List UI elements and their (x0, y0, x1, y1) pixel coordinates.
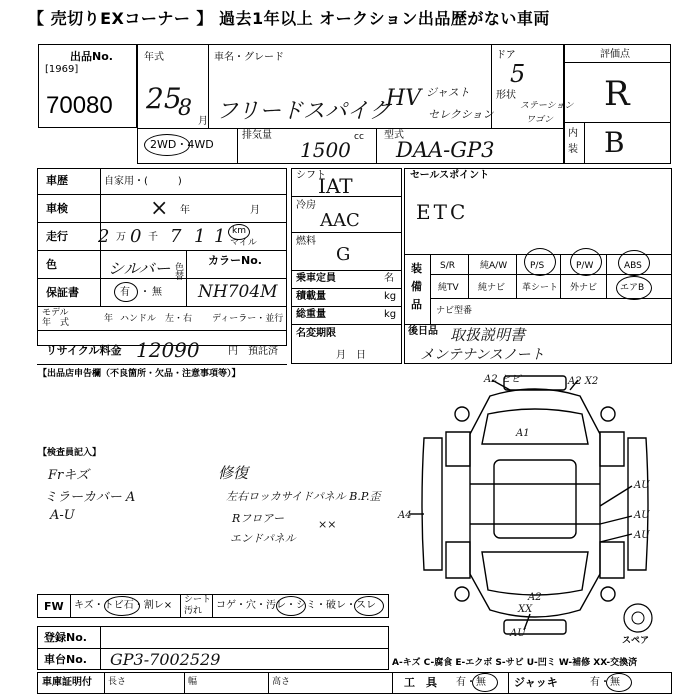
warranty-dot: ・ (140, 287, 150, 298)
notes-label: 【出品店申告欄（不良箇所・欠品・注意事項等）】 (38, 369, 241, 379)
recycle-label: リサイクル料金 (46, 344, 122, 357)
model-value: DAA-GP3 (396, 138, 495, 162)
tools-circle (472, 673, 498, 692)
inspector-label: 【検査員記入】 (38, 448, 102, 458)
interior-label-b: 装 (568, 144, 578, 155)
reg-label: 登録No. (44, 631, 87, 644)
inspector-xx: ×× (318, 518, 337, 531)
warranty-no: 無 (152, 287, 162, 298)
month-suffix: 月 (198, 116, 208, 127)
diag-a1: A1 (516, 428, 530, 439)
sales-label: セールスポイント (410, 170, 490, 181)
model-label: 型式 (384, 130, 404, 141)
grade-main: HV (386, 86, 422, 111)
name-label: 車名・グレード (214, 52, 284, 63)
fw-seat-a: シート (184, 595, 212, 605)
sales-value: ETC (416, 200, 469, 224)
grade-a: ジャスト (426, 86, 470, 99)
shape-a: ステーション (520, 101, 574, 111)
diag-a4: A4 (398, 510, 412, 521)
displacement-label: 排気量 (242, 130, 272, 141)
change-unit: 月 日 (336, 350, 366, 361)
inspector-right-title: 修復 (218, 464, 249, 482)
pw-circle (570, 248, 602, 276)
capacity-label: 乗車定員 (296, 273, 336, 284)
fw-items: キズ・トビ石・割レ× (74, 600, 173, 611)
mile-label: マイル (230, 238, 257, 248)
inspector-right-0: 左右ロッカサイドパネル B.P.歪 (226, 490, 381, 503)
score-value: R (604, 74, 630, 114)
diag-a2-right: A2 X2 (568, 376, 599, 387)
history-value: 自家用・( ) (104, 176, 182, 187)
history-label: 車歴 (46, 174, 68, 187)
fw-circle (104, 596, 140, 616)
recycle-value: 12090 (136, 338, 200, 362)
airbag-circle (616, 276, 652, 300)
drive-label: 2WD・4WD (150, 138, 214, 151)
jack-circle (606, 673, 632, 692)
lot-label: 出品No. (70, 50, 113, 63)
equip-navi: 純ナビ (478, 283, 506, 293)
inspector-left-1: ミラーカバー A (44, 490, 136, 505)
door-label: ドア (496, 50, 516, 61)
color-label: 色 (46, 258, 57, 271)
weight-label: 総重量 (296, 309, 326, 320)
diag-au1: AU (634, 480, 650, 491)
legend-text: A-キズ C-腐食 E-エクボ S-サビ U-凹ミ W-補修 XX-交換済 (392, 658, 638, 668)
ac-label: 冷房 (296, 200, 316, 211)
cert-width: 幅 (188, 677, 198, 687)
load-label: 積載量 (296, 291, 326, 302)
year-label: 年式 (144, 52, 164, 63)
inspection-month: 月 (250, 205, 260, 216)
fw-circle-3 (354, 596, 384, 616)
diag-a2-front: A2 ヒビ (484, 374, 521, 385)
header-title: 【 売切りEXコーナー 】 過去1年以上 オークション出品歴がない車両 (28, 9, 550, 28)
equip-leather: 革シート (522, 283, 559, 293)
interior-value: B (604, 126, 625, 159)
inspector-right-2: エンドパネル (230, 532, 296, 545)
interior-label-a: 内 (568, 128, 578, 139)
mileage-b: 0 (130, 226, 142, 247)
warranty-label: 保証書 (46, 286, 79, 299)
model-year-suffix: 年 (104, 314, 114, 324)
docs-line2: メンテナンスノート (420, 347, 545, 363)
fuel-value: G (336, 244, 351, 265)
fw-items2: コゲ・穴・汚レ・シミ・破レ・スレ (216, 600, 376, 611)
ac-value: AAC (320, 210, 360, 231)
grade-b: セレクション (428, 108, 494, 121)
navi-model-label: ナビ型番 (436, 306, 473, 316)
fw-label: FW (44, 600, 64, 613)
diag-xx-rear: XX (518, 604, 533, 615)
equip-sr: S/R (440, 261, 455, 271)
cert-label: 車庫証明付 (42, 677, 92, 688)
mileage-c: 7 (170, 226, 182, 247)
shape-b: ワゴン (526, 115, 554, 125)
equip-label-a: 装 (411, 262, 422, 275)
lot-number: 70080 (46, 92, 113, 119)
equip-aw: 純A/W (480, 261, 508, 271)
km-label: km (232, 226, 246, 236)
color-change-label: 色替 (173, 262, 183, 280)
tools-label: 工 具 (404, 676, 437, 689)
jack-value: 有・無 (590, 677, 620, 688)
shift-label: シフト (296, 170, 326, 181)
mileage-d: 1 (194, 226, 206, 247)
car-diagram (400, 374, 670, 650)
mileage-sen: 千 (148, 232, 158, 243)
color-value: シルバー (108, 259, 171, 278)
month-value: 8 (178, 96, 192, 121)
tools-value: 有・無 (456, 677, 486, 688)
car-name: フリードスパイク (216, 99, 391, 124)
lot-sub: [1969] (45, 64, 79, 75)
cert-height: 高さ (272, 677, 291, 687)
equip-pw: P/W (576, 261, 594, 271)
cert-length: 長さ (108, 677, 127, 687)
mileage-a: 2 (98, 226, 110, 247)
chassis-label: 車台No. (44, 653, 87, 666)
inspection-year: 年 (180, 205, 190, 216)
equip-label-c: 品 (411, 298, 422, 311)
dealer-label: ディーラー・並行 (212, 314, 284, 324)
chassis-value: GP3-7002529 (110, 650, 221, 669)
diag-au3: AU (634, 530, 650, 541)
shift-value: IAT (318, 174, 353, 198)
docs-label: 後日品 (408, 326, 438, 337)
inspector-right-1: Rフロアー (232, 512, 284, 525)
fw-seat-b: 汚れ (184, 606, 203, 616)
diag-au2: AU (634, 510, 650, 521)
cc-label: cc (354, 132, 364, 142)
model-year-a: モデル (42, 308, 69, 318)
equip-airbag: エアB (620, 283, 645, 293)
displacement-value: 1500 (300, 138, 351, 162)
diag-a2-rear: A2 (528, 592, 542, 603)
capacity-unit: 名 (384, 273, 394, 284)
door-value: 5 (510, 60, 526, 88)
change-label: 名変期限 (296, 328, 336, 339)
equip-ps: P/S (530, 261, 545, 271)
mileage-e: 1 (214, 226, 226, 247)
diag-spare: スペア (622, 636, 650, 646)
shape-label: 形状 (496, 90, 516, 101)
mileage-man: 万 (116, 232, 126, 243)
cert-row (37, 672, 672, 694)
inspector-left-2: A-U (50, 508, 75, 523)
equip-extnavi: 外ナビ (570, 283, 598, 293)
recycle-unit: 円 預託済 (228, 346, 278, 357)
year-value: 25 (146, 82, 182, 115)
load-unit: kg (384, 291, 397, 302)
fw-circle-2 (276, 596, 306, 616)
inspection-label: 車検 (46, 202, 68, 215)
jack-label: ジャッキ (514, 676, 558, 689)
weight-unit: kg (384, 309, 397, 320)
equip-abs: ABS (624, 261, 642, 271)
inspection-mark: × (150, 196, 169, 221)
color-no-value: NH704M (198, 282, 278, 302)
color-no-label: カラーNo. (208, 254, 262, 267)
equip-tv: 純TV (438, 283, 459, 293)
equip-label-b: 備 (411, 280, 422, 293)
fuel-label: 燃料 (296, 236, 316, 247)
docs-line1: 取扱説明書 (450, 326, 526, 344)
inspector-left-0: Frキズ (48, 468, 89, 483)
model-year-b: 年 式 (42, 318, 70, 328)
diag-au-rear: AU (510, 628, 526, 639)
mileage-label: 走行 (46, 230, 68, 243)
warranty-yes: 有 (120, 287, 130, 298)
score-label: 評価点 (600, 49, 630, 60)
abs-circle (618, 250, 650, 276)
handle-label: ハンドル 左・右 (120, 314, 193, 324)
ps-circle (524, 248, 556, 276)
